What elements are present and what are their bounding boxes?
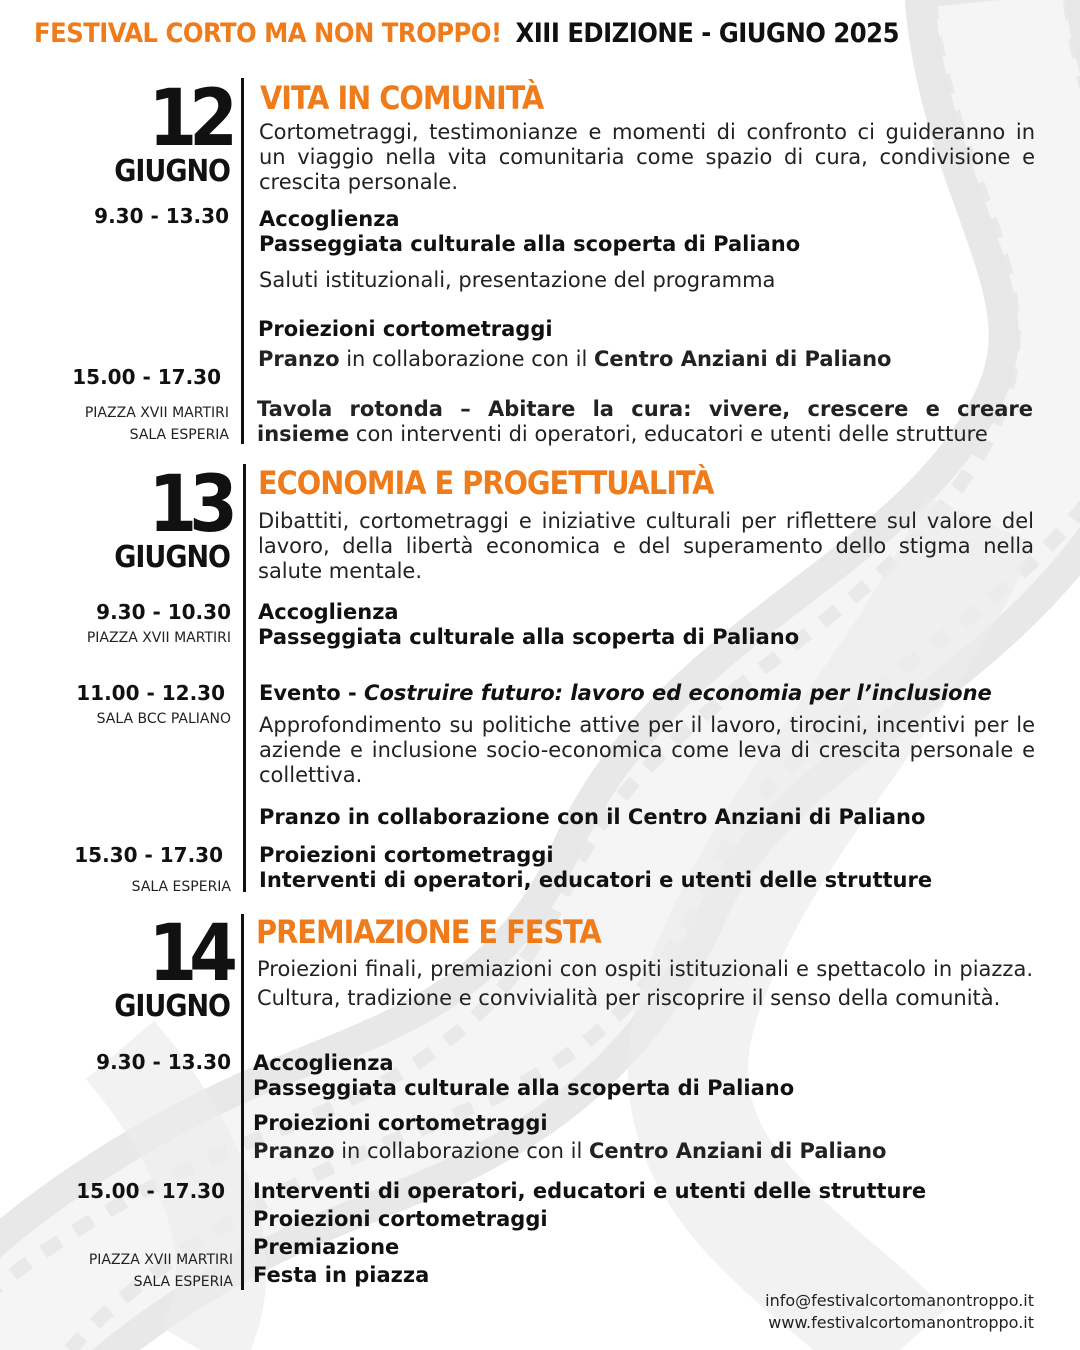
- festival-header: [34, 18, 899, 49]
- section-title: PREMIAZIONE E FESTA: [256, 913, 601, 951]
- item-proiezioni: Proiezioni cortometraggi: [259, 843, 554, 867]
- item-passeggiata: Passeggiata culturale alla scoperta di Paliano: [259, 232, 801, 256]
- item-interventi: Interventi di operatori, educatori e utenti delle strutture: [259, 868, 933, 892]
- item-accoglienza: Accoglienza: [258, 600, 399, 624]
- item-accoglienza: Accoglienza: [259, 207, 400, 231]
- venue-label: PIAZZA XVII MARTIRI: [86, 630, 231, 646]
- item-pranzo: Pranzo in collaborazione con il Centro Anziani di Paliano: [258, 347, 892, 371]
- item-tavola-rotonda: Tavola rotonda – Abitare la cura: vivere, crescere e creare insieme con interventi di operatori, educatori e utenti delle strutture: [257, 397, 1033, 446]
- venue-label: SALA BCC PALIANO: [96, 711, 231, 727]
- edition-label: XIII EDIZIONE - GIUGNO 2025: [515, 18, 899, 49]
- item-premiazione: Premiazione: [253, 1235, 400, 1259]
- item-pranzo: Pranzo in collaborazione con il Centro Anziani di Paliano: [253, 1139, 887, 1163]
- item-proiezioni: Proiezioni cortometraggi: [253, 1207, 548, 1231]
- day-number: 13: [148, 460, 230, 550]
- contact-block: [765, 1290, 1034, 1334]
- time-slot: 9.30 - 10.30: [96, 600, 231, 624]
- item-approfondimento: Approfondimento su politiche attive per il lavoro, tirocini, incentivi per le aziende e inclusione socio-economica come leva di crescita personale e collettiva.: [259, 713, 1035, 787]
- item-proiezioni: Proiezioni cortometraggi: [258, 317, 553, 341]
- time-slot: 15.00 - 17.30: [76, 1179, 225, 1203]
- item-accoglienza: Accoglienza: [253, 1051, 394, 1075]
- venue-label: PIAZZA XVII MARTIRI: [88, 1252, 233, 1268]
- day-number: 12: [148, 74, 230, 164]
- item-proiezioni: Proiezioni cortometraggi: [253, 1111, 548, 1135]
- time-slot: 15.30 - 17.30: [74, 843, 223, 867]
- festival-name: FESTIVAL CORTO MA NON TROPPO!: [34, 18, 502, 49]
- section-description: Dibattiti, cortometraggi e iniziative culturali per riflettere sul valore del lavoro, della libertà economica e del superamento dello stigma nella salute mentale.: [258, 509, 1034, 583]
- item-evento: Evento - Costruire futuro: lavoro ed economia per l’inclusione: [259, 681, 992, 705]
- day-month: GIUGNO: [114, 989, 230, 1024]
- venue-label: SALA ESPERIA: [133, 1274, 233, 1290]
- item-saluti: Saluti istituzionali, presentazione del programma: [259, 268, 776, 292]
- day-month: GIUGNO: [114, 154, 230, 189]
- time-slot: 11.00 - 12.30: [76, 681, 225, 705]
- item-interventi: Interventi di operatori, educatori e utenti delle strutture: [253, 1179, 927, 1203]
- item-festa: Festa in piazza: [253, 1263, 430, 1287]
- contact-email[interactable]: info@festivalcortomanontroppo.it: [765, 1291, 1034, 1310]
- item-pranzo: Pranzo in collaborazione con il Centro Anziani di Paliano: [259, 805, 926, 829]
- day-divider-line: [241, 914, 244, 1290]
- contact-website[interactable]: www.festivalcortomanontroppo.it: [768, 1313, 1034, 1332]
- section-title: ECONOMIA E PROGETTUALITÀ: [258, 464, 714, 502]
- day-divider-line: [241, 78, 244, 444]
- day-month: GIUGNO: [114, 540, 230, 575]
- section-title: VITA IN COMUNITÀ: [260, 79, 544, 117]
- section-description: Cortometraggi, testimonianze e momenti di confronto ci guideranno in un viaggio nella vita comunitaria come spazio di cura, condivisione e crescita personale.: [259, 120, 1035, 194]
- venue-label: PIAZZA XVII MARTIRI: [84, 405, 229, 421]
- venue-label: SALA ESPERIA: [131, 879, 231, 895]
- section-description: Proiezioni finali, premiazioni con ospiti istituzionali e spettacolo in piazza. Cultura, tradizione e convivialità per riscoprire il senso della comunità.: [257, 957, 1033, 1010]
- time-slot: 15.00 - 17.30: [72, 365, 221, 389]
- item-passeggiata: Passeggiata culturale alla scoperta di Paliano: [253, 1076, 795, 1100]
- time-slot: 9.30 - 13.30: [96, 1050, 231, 1074]
- day-number: 14: [148, 909, 230, 999]
- item-passeggiata: Passeggiata culturale alla scoperta di Paliano: [258, 625, 800, 649]
- day-divider-line: [243, 464, 246, 892]
- time-slot: 9.30 - 13.30: [94, 204, 229, 228]
- venue-label: SALA ESPERIA: [129, 427, 229, 443]
